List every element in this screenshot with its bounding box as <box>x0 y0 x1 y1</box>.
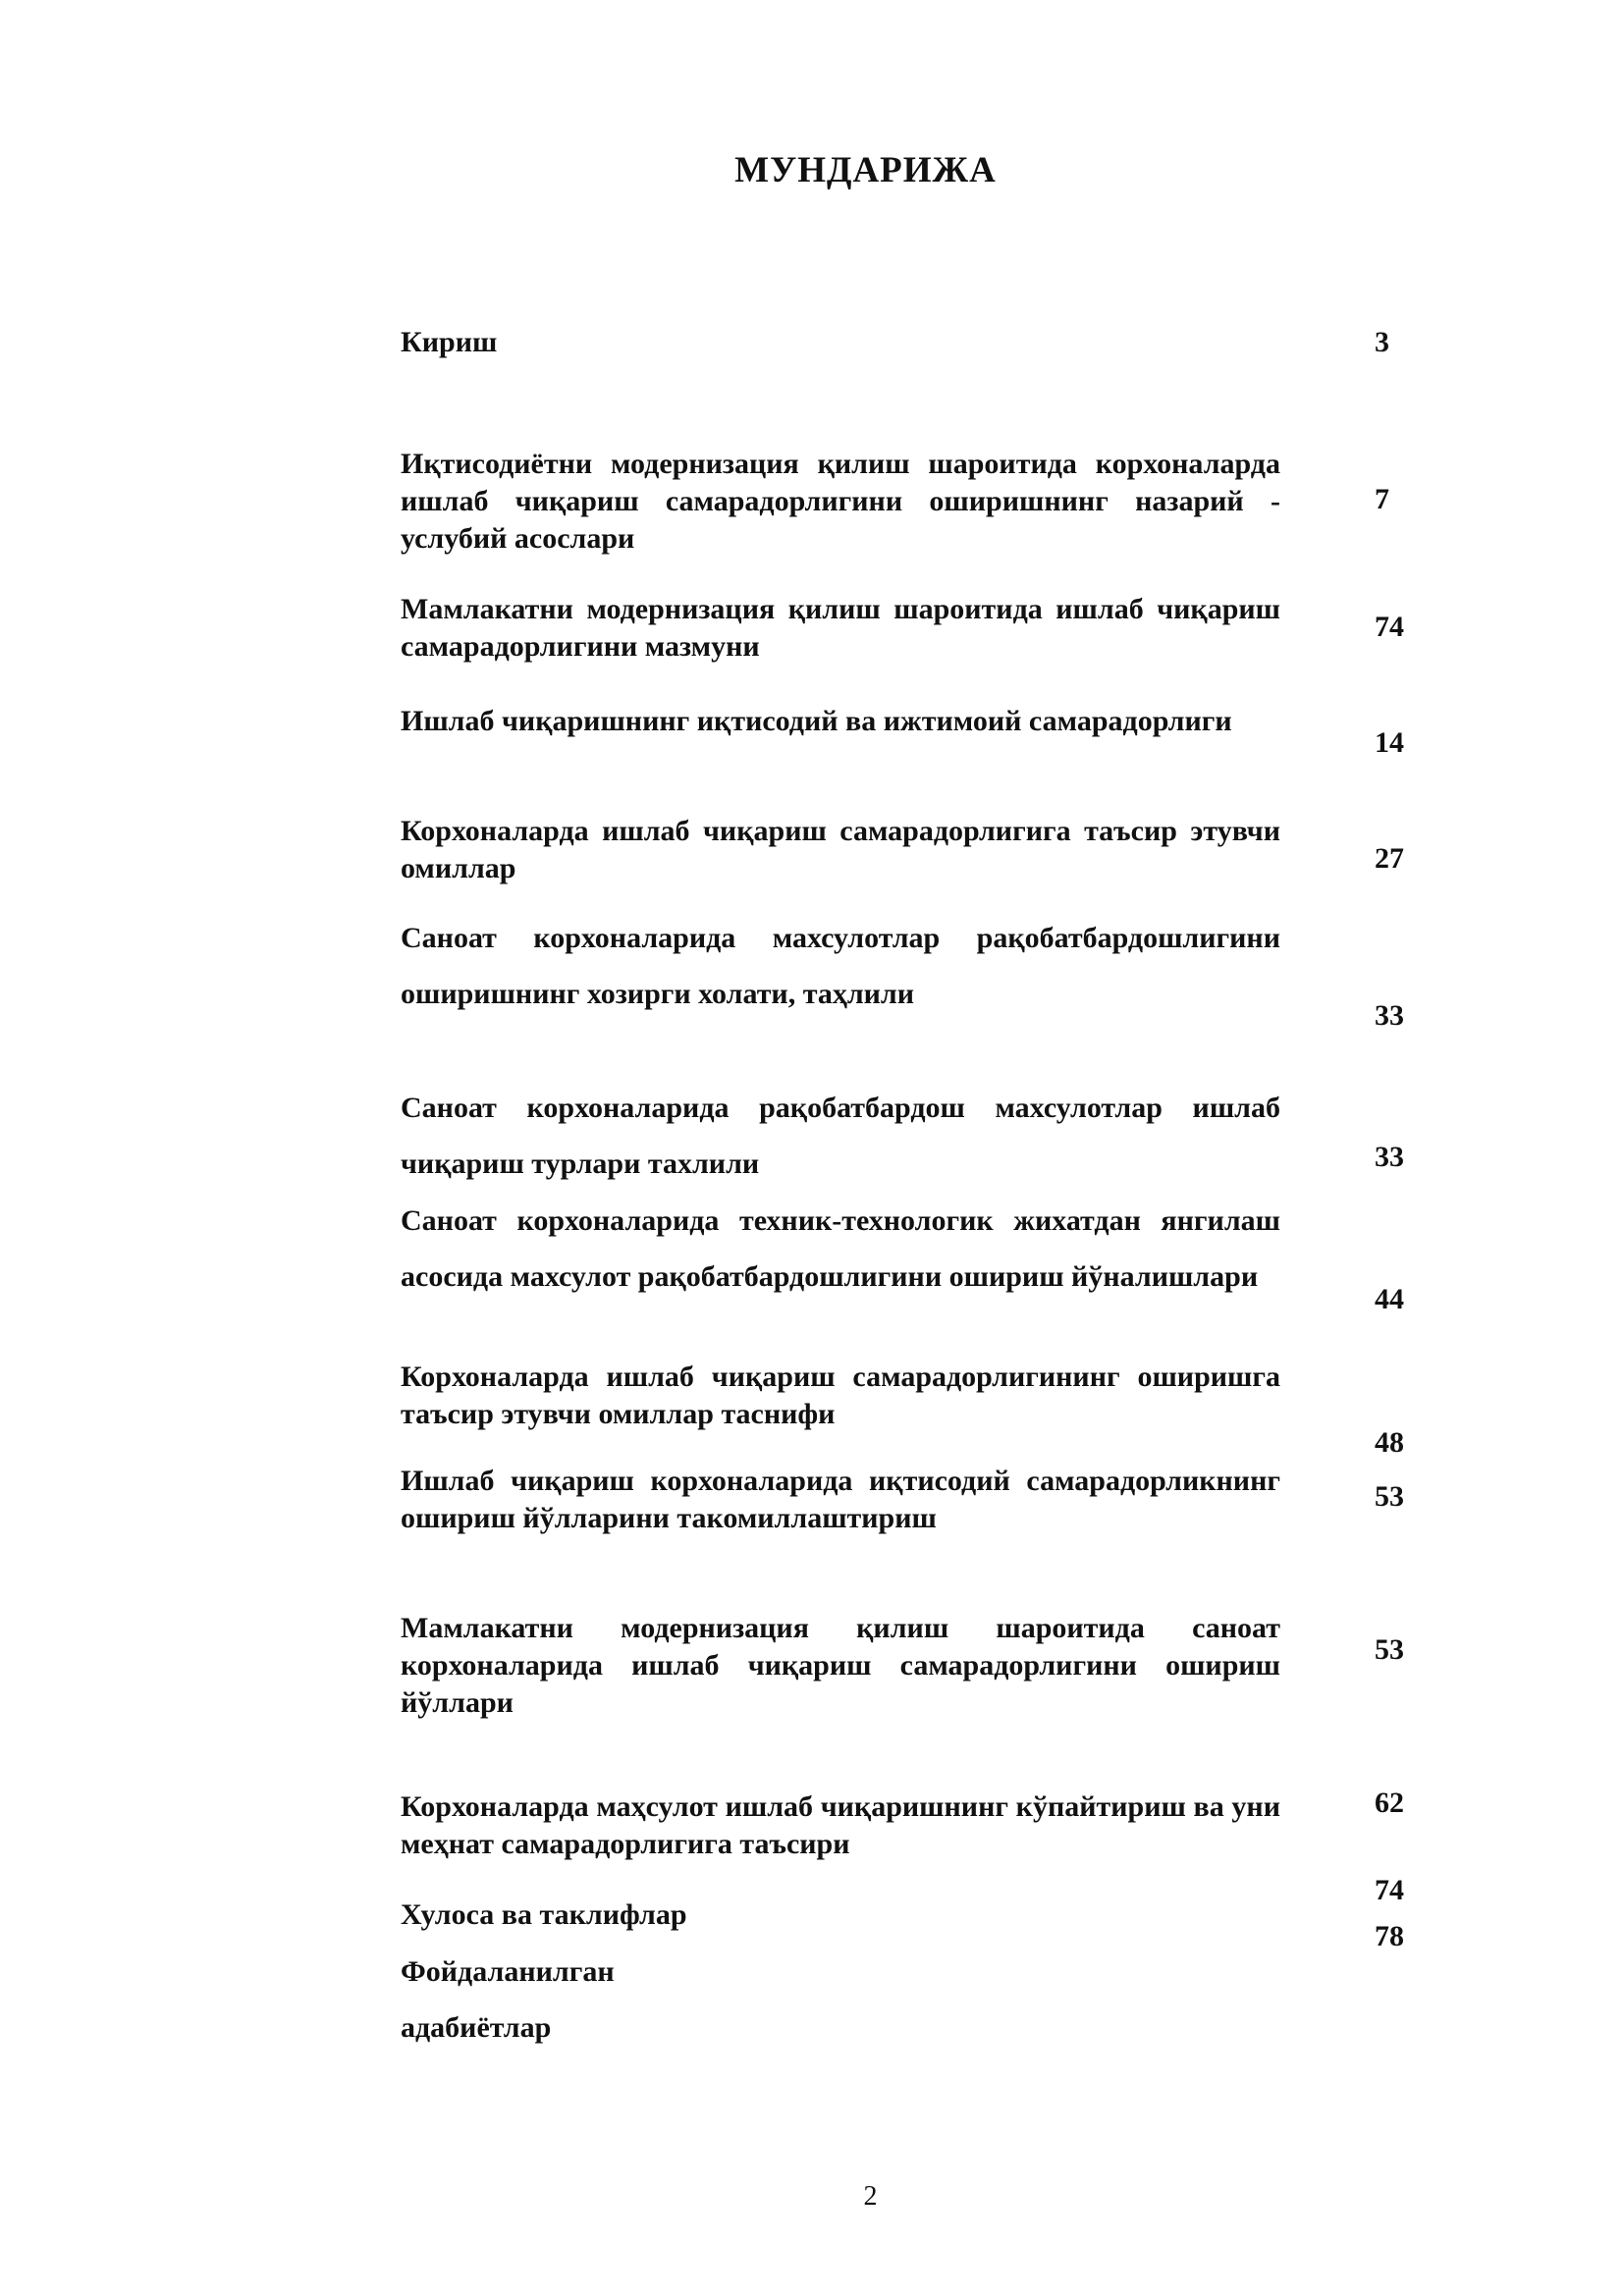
toc-entry-introduction[interactable]: Кириш <box>401 326 498 358</box>
toc-page-number: 27 <box>1375 842 1404 875</box>
toc-page-number: 53 <box>1375 1633 1404 1666</box>
page-title: МУНДАРИЖА <box>734 150 997 190</box>
toc-entry-section-2-2[interactable]: Саноат корхоналарида техник-технологик жихатдан янгилаш асосида махсулот рақобатбардошлигини ошириш йўналишлари <box>401 1204 1280 1293</box>
toc-entry-section-3-1[interactable]: Мамлакатни модернизация қилиш шароитида саноат корхоналарида ишлаб чиқариш самарадорлигини ошириш йўллари <box>401 1612 1280 1719</box>
toc-page-number: 33 <box>1375 1141 1404 1173</box>
toc-entry-section-1-3[interactable]: Корхоналарда ишлаб чиқариш самарадорлигига таъсир этувчи омиллар <box>401 815 1280 884</box>
toc-page-number: 3 <box>1375 326 1389 358</box>
toc-entry-section-3-2[interactable]: Корхоналарда маҳсулот ишлаб чиқаришнинг кўпайтириш ва уни меҳнат самарадорлигига таъсири <box>401 1790 1280 1860</box>
toc-page-number: 78 <box>1375 1920 1404 1952</box>
toc-entry-chapter-3[interactable]: Ишлаб чиқариш корхоналарида иқтисодий самарадорликнинг ошириш йўлларини такомиллаштириш <box>401 1465 1280 1534</box>
toc-entry-section-1-2[interactable]: Ишлаб чиқаришнинг иқтисодий ва ижтимоий самарадорлиги <box>401 705 1232 737</box>
page-number: 2 <box>863 2181 878 2212</box>
toc-page-number: 44 <box>1375 1283 1404 1315</box>
toc-page-number: 14 <box>1375 726 1404 759</box>
toc-page-number: 62 <box>1375 1787 1404 1819</box>
toc-entry-chapter-1[interactable]: Иқтисодиётни модернизация қилиш шароитида корхоналарда ишлаб чиқариш самарадорлигини оширишнинг назарий - услубий асослари <box>401 448 1280 555</box>
toc-page-number: 48 <box>1375 1426 1404 1459</box>
toc-page-number: 33 <box>1375 999 1404 1032</box>
toc-entry-section-2-3[interactable]: Корхоналарда ишлаб чиқариш самарадорлигининг оширишга таъсир этувчи омиллар таснифи <box>401 1361 1280 1430</box>
toc-entry-references[interactable]: Фойдаланилган адабиётлар <box>401 1955 615 2044</box>
toc-entry-chapter-2[interactable]: Саноат корхоналарида махсулотлар рақобатбардошлигини оширишнинг хозирги холати, таҳлили <box>401 922 1280 1010</box>
toc-page-number: 74 <box>1375 611 1404 643</box>
toc-page-number: 7 <box>1375 483 1389 515</box>
toc-entry-conclusion[interactable]: Хулоса ва таклифлар <box>401 1898 687 1931</box>
toc-entry-section-1-1[interactable]: Мамлакатни модернизация қилиш шароитида ишлаб чиқариш самарадорлигини мазмуни <box>401 593 1280 663</box>
toc-page-number: 53 <box>1375 1480 1404 1513</box>
toc-page-number: 74 <box>1375 1874 1404 1906</box>
toc-entry-section-2-1[interactable]: Саноат корхоналарида рақобатбардош махсулотлар ишлаб чиқариш турлари тахлили <box>401 1092 1280 1180</box>
